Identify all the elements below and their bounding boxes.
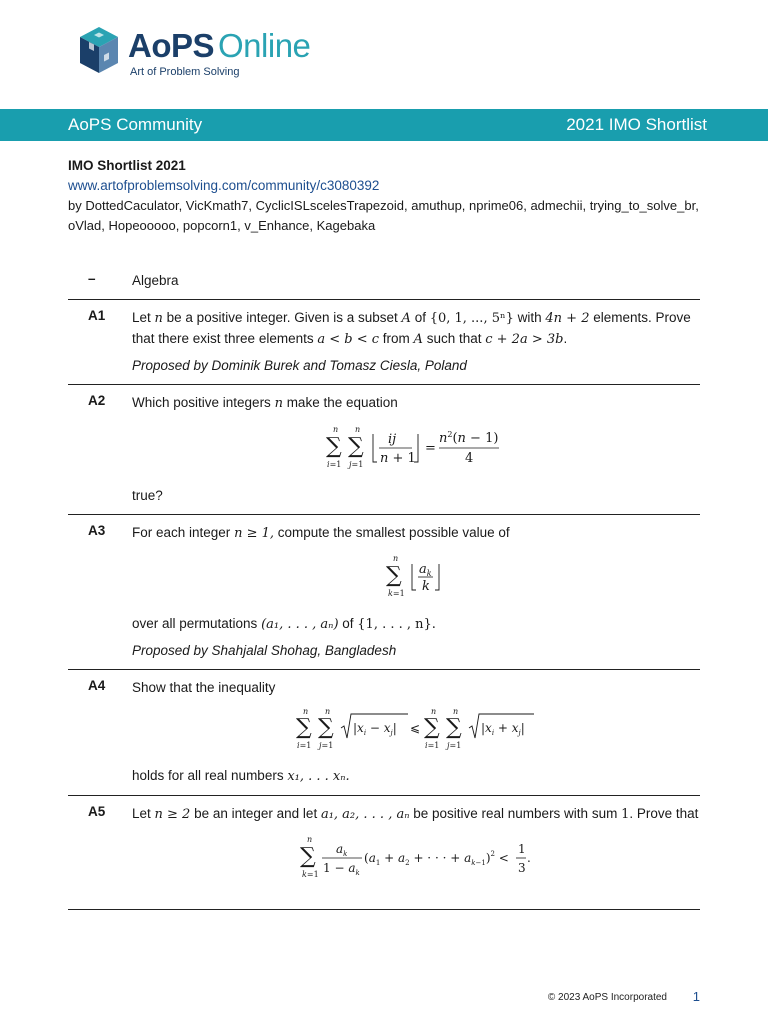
math: n bbox=[154, 311, 163, 326]
aops-logo bbox=[78, 25, 338, 85]
proposer: Proposed by Shahjalal Shohag, Bangladesh bbox=[132, 643, 397, 658]
problem-label: A2 bbox=[88, 393, 106, 408]
problem-a5 bbox=[68, 796, 700, 910]
author-list: by DottedCaculator, VicKmath7, CyclicISLscelesTrapezoid, amuthup, nprime06, admechii, trying_to_solve_br, oVlad, Hopeooooo, popcorn1, v_Enhance, Kagebaka bbox=[68, 198, 699, 233]
svg-text:n: n bbox=[325, 707, 331, 716]
svg-text:i=1: i=1 bbox=[425, 741, 440, 750]
problem-text bbox=[132, 804, 700, 895]
svg-text:3: 3 bbox=[518, 861, 526, 875]
text: elements. Prove that there exist three elements bbox=[132, 310, 691, 346]
logo-tagline: Art of Problem Solving bbox=[130, 66, 240, 78]
text: with bbox=[513, 310, 546, 325]
svg-text:∑: ∑ bbox=[300, 844, 316, 869]
svg-text:j=1: j=1 bbox=[349, 460, 364, 469]
math: c + 2a > 3b bbox=[485, 332, 564, 347]
svg-text:=: = bbox=[425, 441, 436, 456]
svg-text:∑: ∑ bbox=[446, 715, 462, 740]
header-banner bbox=[0, 109, 768, 141]
problem-text bbox=[132, 678, 700, 787]
text: . Prove that bbox=[629, 806, 699, 821]
text: of bbox=[410, 310, 430, 325]
svg-text:j=1: j=1 bbox=[447, 741, 462, 750]
text: from bbox=[379, 331, 414, 346]
svg-text:1: 1 bbox=[518, 842, 526, 856]
math: A bbox=[401, 311, 411, 326]
text: true? bbox=[132, 488, 163, 503]
math: 1 bbox=[621, 807, 630, 822]
document-meta bbox=[68, 156, 718, 236]
svg-text:4: 4 bbox=[465, 451, 474, 466]
problem-label: A1 bbox=[88, 308, 106, 323]
problem-a2 bbox=[68, 385, 700, 515]
text: make the equation bbox=[282, 395, 398, 410]
text: such that bbox=[422, 331, 486, 346]
svg-text:∑: ∑ bbox=[296, 715, 312, 740]
text: Let bbox=[132, 806, 155, 821]
section-header bbox=[68, 263, 700, 300]
logo-brand-online: Online bbox=[218, 27, 311, 64]
svg-text:n: n bbox=[333, 425, 339, 434]
proposer: Proposed by Dominik Burek and Tomasz Ciesla, Poland bbox=[132, 358, 467, 373]
svg-text:k=1: k=1 bbox=[302, 870, 319, 879]
svg-text:ij: ij bbox=[388, 432, 397, 447]
section-name: Algebra bbox=[132, 273, 179, 288]
text: be an integer and let bbox=[190, 806, 321, 821]
svg-text:n: n bbox=[393, 554, 399, 563]
math: n bbox=[274, 396, 283, 411]
math: a < b < c bbox=[317, 332, 380, 347]
problem-a1 bbox=[68, 300, 700, 385]
svg-text:n: n bbox=[303, 707, 309, 716]
problem-label: A3 bbox=[88, 523, 106, 538]
svg-text:k=1: k=1 bbox=[388, 589, 405, 598]
math: n ≥ 2 bbox=[154, 807, 191, 822]
svg-text:∑: ∑ bbox=[326, 434, 342, 459]
math: {1, . . . , n}. bbox=[357, 617, 436, 632]
svg-text:n: n bbox=[453, 707, 459, 716]
svg-text:n: n bbox=[355, 425, 361, 434]
svg-text:n: n bbox=[307, 835, 313, 844]
svg-text:∑: ∑ bbox=[386, 563, 402, 588]
section-dash: – bbox=[88, 271, 96, 286]
copyright: © 2023 AoPS Incorporated bbox=[547, 992, 667, 1003]
equation bbox=[132, 706, 700, 758]
math: a₁, a₂, . . . , aₙ bbox=[320, 807, 410, 822]
problem-text bbox=[132, 523, 700, 661]
equation bbox=[132, 833, 700, 887]
text: Which positive integers bbox=[132, 395, 275, 410]
svg-text:k: k bbox=[422, 579, 430, 594]
math: A bbox=[413, 332, 423, 347]
problem-list bbox=[68, 263, 700, 910]
text: over all permutations bbox=[132, 616, 262, 631]
svg-text:n + 1: n + 1 bbox=[380, 451, 416, 466]
svg-text:i=1: i=1 bbox=[297, 741, 312, 750]
svg-text:(a1 + a2 + · · · + ak−1)2 <: ($a_1 + a_2$ + · · · + $a_k-1)^2$ < bbox=[364, 850, 509, 867]
text: For each integer bbox=[132, 525, 235, 540]
problem-label: A4 bbox=[88, 678, 106, 693]
math: x₁, . . . xₙ. bbox=[287, 769, 350, 784]
svg-text:|xi − xj|: $|x_i - x_j|$ bbox=[353, 721, 397, 737]
math: n ≥ 1, bbox=[234, 526, 274, 541]
banner-community: AoPS Community bbox=[68, 115, 203, 134]
math: {0, 1, ..., 5ⁿ} bbox=[429, 311, 514, 326]
document-title: IMO Shortlist 2021 bbox=[68, 158, 186, 173]
svg-text:⩽: ⩽ bbox=[410, 721, 421, 735]
problem-text bbox=[132, 308, 700, 376]
page-number: 1 bbox=[692, 989, 700, 1004]
svg-text:n2(n − 1): $n^2(n - 1)$ bbox=[439, 430, 499, 446]
problem-a4 bbox=[68, 670, 700, 796]
svg-text:∑: ∑ bbox=[318, 715, 334, 740]
equation bbox=[132, 422, 700, 478]
math: 4n + 2 bbox=[545, 311, 590, 326]
equation bbox=[132, 552, 700, 606]
logo-wordmark bbox=[128, 27, 310, 65]
text: be positive real numbers with sum bbox=[409, 806, 622, 821]
community-link[interactable]: www.artofproblemsolving.com/community/c3080392 bbox=[68, 178, 380, 193]
problem-text bbox=[132, 393, 700, 506]
svg-text:.: . bbox=[527, 851, 531, 865]
svg-text:i=1: i=1 bbox=[327, 460, 342, 469]
cube-logo-icon bbox=[78, 25, 120, 75]
svg-text:n: n bbox=[431, 707, 437, 716]
problem-label: A5 bbox=[88, 804, 106, 819]
svg-text:1 − ak: $1 - a_k$ bbox=[323, 861, 360, 877]
banner-contest: 2021 IMO Shortlist bbox=[566, 115, 707, 134]
text: Show that the inequality bbox=[132, 680, 276, 695]
math: (a₁, . . . , aₙ) bbox=[261, 617, 339, 632]
svg-text:ak: $a_k$ bbox=[336, 842, 348, 858]
svg-text:ak: $a_k$ bbox=[419, 562, 432, 578]
text: be a positive integer. Given is a subset bbox=[162, 310, 402, 325]
text: Let bbox=[132, 310, 155, 325]
svg-text:|xi + xj|: $|x_i + x_j|$ bbox=[481, 721, 525, 737]
svg-text:∑: ∑ bbox=[348, 434, 364, 459]
text: . bbox=[563, 331, 568, 346]
text: of bbox=[338, 616, 358, 631]
svg-text:j=1: j=1 bbox=[319, 741, 334, 750]
svg-text:∑: ∑ bbox=[424, 715, 440, 740]
text: holds for all real numbers bbox=[132, 768, 288, 783]
logo-brand: AoPS bbox=[128, 27, 215, 64]
text: compute the smallest possible value of bbox=[274, 525, 510, 540]
problem-a3 bbox=[68, 515, 700, 670]
